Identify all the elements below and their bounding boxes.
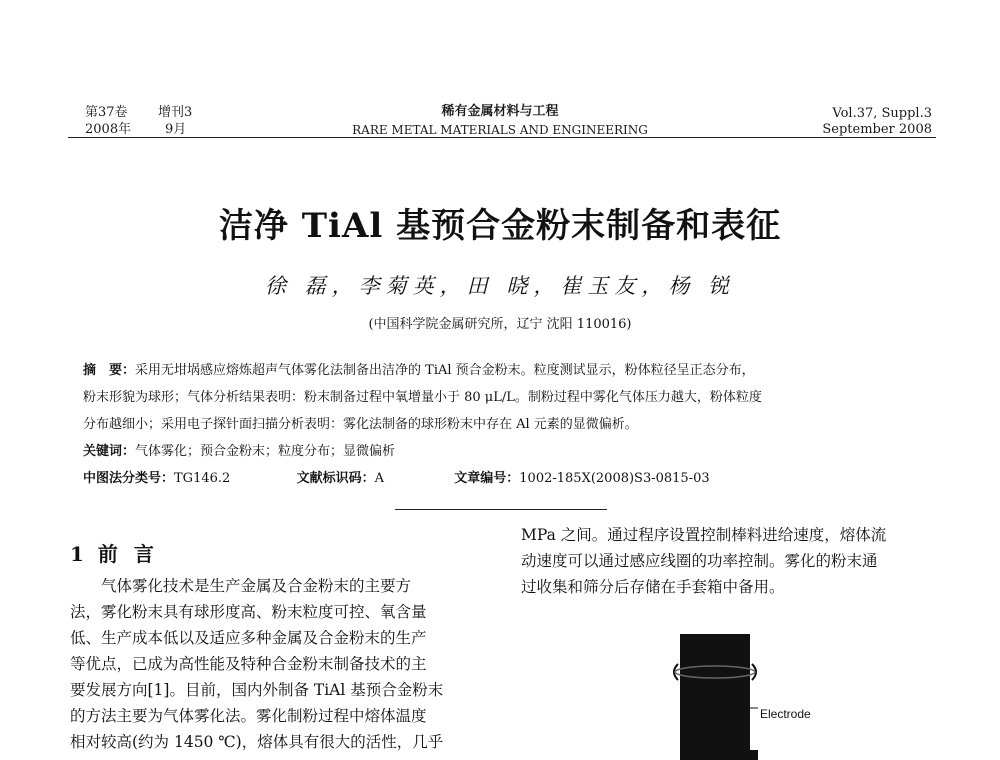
- base-plate: [688, 750, 758, 760]
- body-line: 要发展方向[1]。目前，国内外制备 TiAl 基预合金粉末: [70, 681, 444, 699]
- year-cn: 2008年: [85, 122, 132, 137]
- apparatus-figure: [650, 628, 850, 760]
- classification-line: [83, 470, 933, 487]
- body-line: 低、生产成本低以及适应多种金属及合金粉末的生产: [70, 629, 427, 647]
- journal-title-en: RARE METAL MATERIALS AND ENGINEERING: [352, 123, 648, 137]
- keywords-line: [83, 443, 933, 460]
- right-column: [521, 522, 936, 600]
- paper-title: 洁净 TiAl 基预合金粉末制备和表征: [218, 206, 782, 246]
- journal-title-cn: 稀有金属材料与工程: [441, 104, 559, 119]
- volume-cn: 第37卷: [85, 105, 128, 120]
- doc-code: A: [374, 471, 384, 486]
- abstract-label: 摘 要：: [83, 363, 136, 378]
- supplement-cn: 增刊3: [158, 105, 193, 120]
- affiliation: (中国科学院金属研究所，辽宁 沈阳 110016): [368, 317, 632, 332]
- section-heading: [70, 538, 170, 567]
- body-line: 动速度可以通过感应线圈的功率控制。雾化的粉末通: [521, 552, 878, 570]
- body-line: 气体雾化技术是生产金属及合金粉末的主要方: [70, 577, 412, 595]
- electrode-rod: [680, 634, 750, 760]
- abstract-line: 分布越细小；采用电子探针面扫描分析表明：雾化法制备的球形粉末中存在 Al 元素的显微偏析。: [83, 417, 638, 432]
- body-line: 的方法主要为气体雾化法。雾化制粉过程中熔体温度: [70, 707, 427, 725]
- body-line: 等优点，已成为高性能及特种合金粉末制备技术的主: [70, 655, 427, 673]
- clc-code: TG146.2: [174, 471, 231, 486]
- clc-label: 中图法分类号：: [83, 471, 175, 486]
- author-list: 徐 磊，李菊英，田 晓，崔玉友，杨 锐: [264, 274, 736, 298]
- body-line: 相对较高(约为 1450 ℃)，熔体具有很大的活性，几乎: [70, 733, 444, 751]
- body-line: 过收集和筛分后存储在手套箱中备用。: [521, 578, 785, 596]
- keywords: 气体雾化；预合金粉末；粒度分布；显微偏析: [135, 444, 396, 459]
- month-cn: 9月: [165, 122, 187, 137]
- abstract-line: [83, 362, 933, 379]
- section-number: 1: [70, 542, 84, 566]
- volume-en: Vol.37, Suppl.3: [832, 106, 932, 121]
- body-line: MPa 之间。通过程序设置控制棒料进给速度，熔体流: [521, 526, 887, 544]
- separator-rule: [395, 509, 607, 510]
- left-column: [70, 573, 495, 755]
- abstract-text: 采用无坩埚感应熔炼超声气体雾化法制备出洁净的 TiAl 预合金粉末。粒度测试显示，粉体粒径呈正态分布，: [135, 363, 755, 378]
- electrode-label: Electrode: [760, 707, 811, 721]
- keywords-label: 关键词：: [83, 444, 136, 459]
- doc-code-label: 文献标识码：: [296, 471, 375, 486]
- body-line: 法，雾化粉末具有球形度高、粉末粒度可控、氧含量: [70, 603, 427, 621]
- section-title: 前言: [97, 542, 170, 566]
- date-en: September 2008: [822, 122, 932, 137]
- header-rule: [68, 137, 936, 138]
- article-no: 1002-185X(2008)S3-0815-03: [519, 471, 710, 486]
- abstract-line: 粉末形貌为球形；气体分析结果表明：粉末制备过程中氧增量小于 80 μL/L。制粉过程中雾化气体压力越大，粉体粒度: [83, 390, 762, 405]
- article-no-label: 文章编号：: [454, 471, 520, 486]
